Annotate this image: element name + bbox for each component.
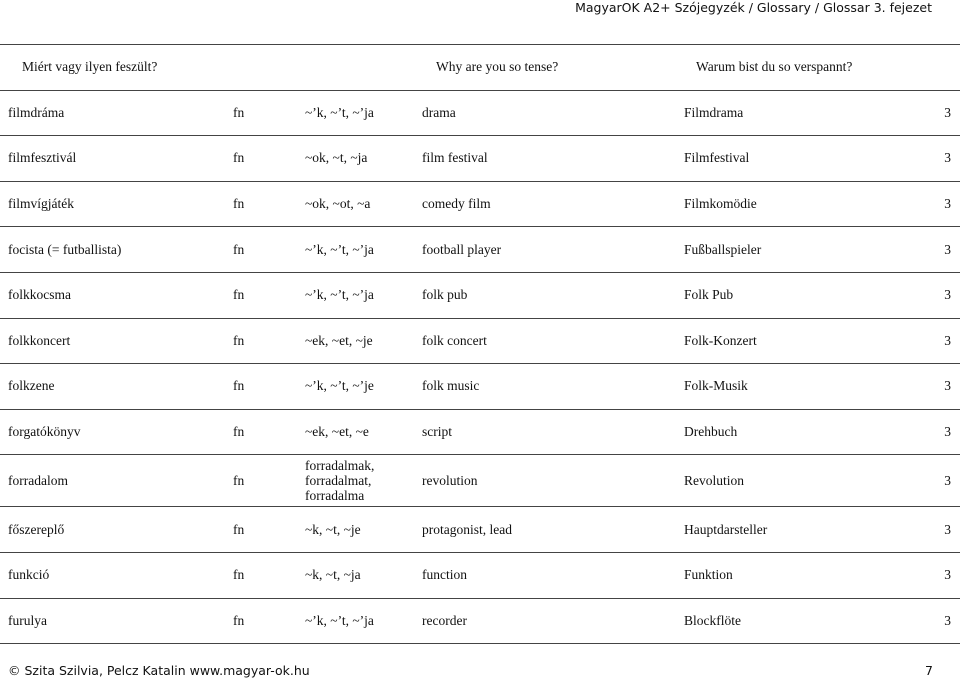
glossary-body — [0, 45, 960, 644]
cell-en: folk music — [414, 364, 676, 410]
cell-forms: ~ok, ~t, ~ja — [297, 136, 414, 182]
table-row — [0, 181, 960, 227]
cell-word: folkkocsma — [0, 272, 225, 318]
cell-word: funkció — [0, 552, 225, 598]
glossary-table — [0, 44, 960, 644]
cell-word: forradalom — [0, 455, 225, 507]
cell-de: Fußballspieler — [676, 227, 925, 273]
cell-de: Revolution — [676, 455, 925, 507]
cell-pos: fn — [225, 598, 297, 644]
cell-de: Hauptdarsteller — [676, 507, 925, 553]
cell-de: Blockflöte — [676, 598, 925, 644]
cell-en: revolution — [414, 455, 676, 507]
cell-word: filmfesztivál — [0, 136, 225, 182]
cell-forms: ~’k, ~’t, ~’ja — [297, 227, 414, 273]
page-header-title: MagyarOK A2+ Szójegyzék / Glossary / Glossar 3. fejezet — [575, 0, 932, 15]
cell-de: Drehbuch — [676, 409, 925, 455]
cell-forms: ~k, ~t, ~ja — [297, 552, 414, 598]
cell-forms: forradalmak, forradalmat, forradalma — [297, 455, 414, 507]
cell-word: forgatókönyv — [0, 409, 225, 455]
cell-de: Filmfestival — [676, 136, 925, 182]
table-row — [0, 552, 960, 598]
cell-word: furulya — [0, 598, 225, 644]
cell-pos: fn — [225, 364, 297, 410]
cell-forms: ~k, ~t, ~je — [297, 507, 414, 553]
cell-en: football player — [414, 227, 676, 273]
table-row — [0, 90, 960, 136]
table-row — [0, 598, 960, 644]
cell-en: script — [414, 409, 676, 455]
table-row — [0, 507, 960, 553]
table-row — [0, 364, 960, 410]
table-row — [0, 318, 960, 364]
cell-de: Folk-Konzert — [676, 318, 925, 364]
footer-copyright: © Szita Szilvia, Pelcz Katalin www.magyar-ok.hu — [8, 663, 310, 678]
cell-en: folk concert — [414, 318, 676, 364]
cell-pos: fn — [225, 90, 297, 136]
example-sentence-de: Warum bist du so verspannt? — [676, 45, 960, 91]
example-sentence-en: Why are you so tense? — [414, 45, 676, 91]
cell-forms: ~’k, ~’t, ~’ja — [297, 272, 414, 318]
cell-word: filmvígjáték — [0, 181, 225, 227]
cell-pos: fn — [225, 318, 297, 364]
table-row — [0, 272, 960, 318]
cell-en: folk pub — [414, 272, 676, 318]
cell-word: főszereplő — [0, 507, 225, 553]
cell-forms: ~’k, ~’t, ~’ja — [297, 598, 414, 644]
cell-chapter: 3 — [925, 136, 960, 182]
cell-pos: fn — [225, 227, 297, 273]
cell-chapter: 3 — [925, 507, 960, 553]
cell-chapter: 3 — [925, 227, 960, 273]
cell-forms: ~’k, ~’t, ~’je — [297, 364, 414, 410]
table-row — [0, 227, 960, 273]
cell-de: Folk Pub — [676, 272, 925, 318]
cell-word: filmdráma — [0, 90, 225, 136]
cell-chapter: 3 — [925, 552, 960, 598]
example-sentence-row — [0, 45, 960, 91]
cell-pos: fn — [225, 507, 297, 553]
footer-page-number: 7 — [925, 663, 933, 678]
cell-pos: fn — [225, 272, 297, 318]
example-sentence-hu: Miért vagy ilyen feszült? — [0, 45, 414, 91]
cell-pos: fn — [225, 409, 297, 455]
cell-forms: ~ok, ~ot, ~a — [297, 181, 414, 227]
cell-forms: ~ek, ~et, ~e — [297, 409, 414, 455]
cell-en: film festival — [414, 136, 676, 182]
table-row — [0, 136, 960, 182]
cell-word: focista (= futballista) — [0, 227, 225, 273]
cell-de: Funktion — [676, 552, 925, 598]
table-row — [0, 409, 960, 455]
table-row — [0, 455, 960, 507]
cell-en: drama — [414, 90, 676, 136]
cell-chapter: 3 — [925, 364, 960, 410]
cell-word: folkzene — [0, 364, 225, 410]
cell-en: recorder — [414, 598, 676, 644]
cell-de: Filmdrama — [676, 90, 925, 136]
cell-forms: ~’k, ~’t, ~’ja — [297, 90, 414, 136]
cell-forms: ~ek, ~et, ~je — [297, 318, 414, 364]
cell-pos: fn — [225, 181, 297, 227]
cell-chapter: 3 — [925, 272, 960, 318]
cell-chapter: 3 — [925, 181, 960, 227]
cell-pos: fn — [225, 136, 297, 182]
cell-de: Filmkomödie — [676, 181, 925, 227]
cell-word: folkkoncert — [0, 318, 225, 364]
cell-chapter: 3 — [925, 318, 960, 364]
cell-de: Folk-Musik — [676, 364, 925, 410]
cell-chapter: 3 — [925, 409, 960, 455]
cell-en: comedy film — [414, 181, 676, 227]
cell-en: protagonist, lead — [414, 507, 676, 553]
cell-en: function — [414, 552, 676, 598]
cell-pos: fn — [225, 552, 297, 598]
cell-chapter: 3 — [925, 598, 960, 644]
cell-pos: fn — [225, 455, 297, 507]
cell-chapter: 3 — [925, 90, 960, 136]
cell-chapter: 3 — [925, 455, 960, 507]
